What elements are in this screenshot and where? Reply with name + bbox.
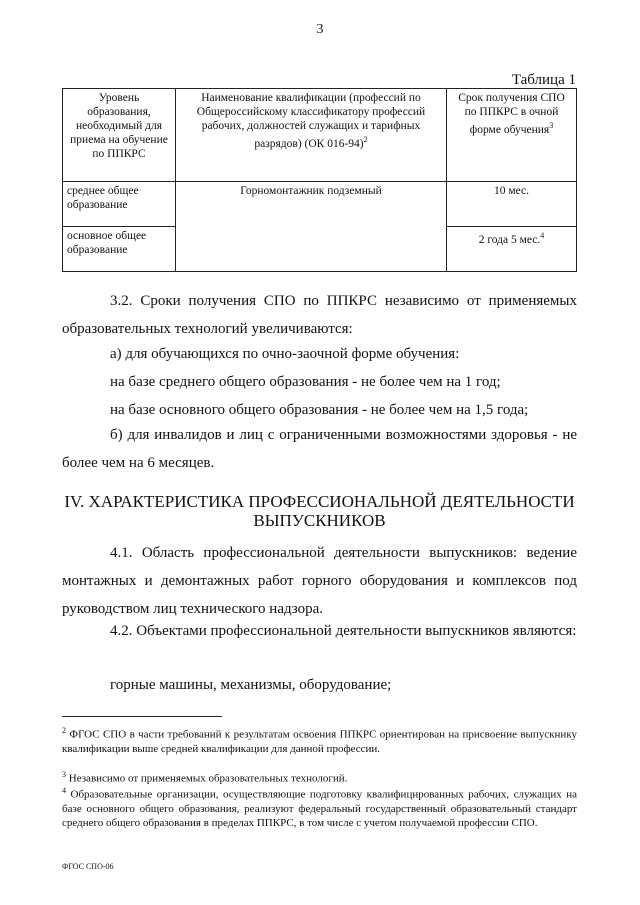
- table-row: [63, 182, 577, 227]
- para-4-2a: горные машины, механизмы, оборудование;: [110, 677, 392, 693]
- table-caption: Таблица 1: [511, 72, 576, 88]
- footnote-4: $^4$ Образовательные организации, осуществляющие подготовку квалифицированных рабочих, служащих на базе основного общего образования, реализуют федеральный государственный образовательный стандарт среднего общего образования в пределах ППКРС, в том числе с учетом получаемой профессии СПО.: [62, 786, 577, 829]
- header-qualification: Наименование квалификации (профессий по Общероссийскому классификатору профессий рабочих, должностей служащих и тарифных разрядов) (ОК 016-94)$^2$: [176, 89, 447, 182]
- footnote-3: $^3$ Независимо от применяемых образовательных технологий.: [62, 770, 348, 785]
- cell-qualification: Горномонтажник подземный: [176, 182, 447, 272]
- para-4-2: 4.2. Объектами профессиональной деятельности выпускников являются:: [110, 623, 577, 639]
- header-level: Уровень образования, необходимый для приема на обучение по ППКРС: [63, 89, 176, 182]
- para-b: б) для инвалидов и лиц с ограниченными возможностями здоровья - не более чем на 6 месяцев.: [62, 427, 577, 471]
- cell-level: среднее общее образование: [63, 182, 176, 227]
- para-a2: на базе основного общего образования - не более чем на 1,5 года;: [110, 402, 529, 418]
- footnote-2: $^2$ ФГОС СПО в части требований к результатам освоения ППКРС ориентирован на присвоение выпускнику квалификации выше средней квалификации для данной профессии.: [62, 726, 578, 755]
- header-term: Срок получения СПО по ППКРС в очной форме обучения$^3$: [447, 89, 577, 182]
- section-heading: IV. ХАРАКТЕРИСТИКА ПРОФЕССИОНАЛЬНОЙ ДЕЯТЕЛЬНОСТИ ВЫПУСКНИКОВ: [64, 492, 575, 530]
- para-a1: на базе среднего общего образования - не более чем на 1 год;: [110, 374, 501, 390]
- cell-term: 10 мес.: [447, 182, 577, 227]
- para-a: а) для обучающихся по очно-заочной форме обучения:: [110, 346, 460, 362]
- cell-level: основное общее образование: [63, 227, 176, 272]
- page-number: 3: [316, 22, 324, 37]
- page-footer: ФГОС СПО-06: [62, 862, 114, 871]
- qualification-table: [62, 88, 577, 272]
- footnote-separator: [62, 716, 222, 717]
- para-3-2: 3.2. Сроки получения СПО по ППКРС независимо от применяемых образовательных технологий увеличиваются:: [62, 293, 577, 337]
- para-4-1: 4.1. Область профессиональной деятельности выпускников: ведение монтажных и демонтажных работ горного оборудования и комплексов под руководством лиц технического надзора.: [62, 545, 577, 617]
- table-header-row: [63, 89, 577, 182]
- cell-term: 2 года 5 мес.$^4$: [447, 227, 577, 272]
